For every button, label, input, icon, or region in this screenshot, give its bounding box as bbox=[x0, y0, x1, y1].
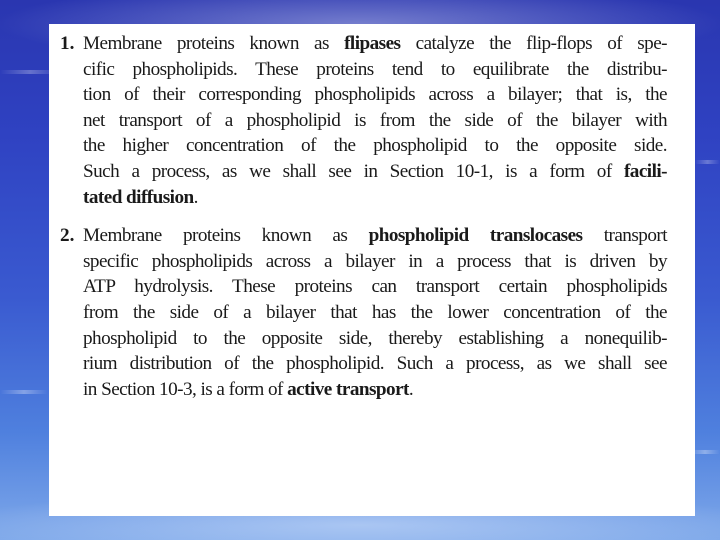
term-facilitated-diffusion-cont: tated diffusion bbox=[83, 186, 194, 208]
text-line: from the side of a bilayer that has the lower concentration of the bbox=[83, 301, 667, 323]
text-line: the higher concentration of the phospholipid to the opposite side. bbox=[83, 135, 667, 157]
term-facilitated-diffusion: facili- bbox=[623, 160, 667, 182]
term-flipases: flipases bbox=[344, 33, 401, 54]
text-line: tion of their corresponding phospholipids across a bilayer; that is, the bbox=[83, 84, 667, 106]
text-line: Membrane proteins known as flipases catalyze the flip-flops of spe- bbox=[83, 33, 667, 54]
text-line: Membrane proteins known as phospholipid translocases transport bbox=[83, 225, 667, 247]
list-item-flipases bbox=[61, 31, 667, 210]
text-line: cific phospholipids. These proteins tend to equilibrate the distribu- bbox=[83, 58, 667, 80]
text-line: phospholipid to the opposite side, thereby establishing a nonequilib- bbox=[83, 327, 667, 349]
text-line: Such a process, as we shall see in Section 10-1, is a form of facili- bbox=[83, 160, 667, 182]
text-line: tated diffusion. bbox=[83, 186, 198, 208]
text-line: in Section 10-3, is a form of active transport. bbox=[83, 378, 414, 400]
term-active-transport: active transport bbox=[287, 378, 409, 400]
item-number: 1. bbox=[60, 33, 75, 54]
text-panel bbox=[49, 24, 695, 516]
text-line: net transport of a phospholipid is from the side of the bilayer with bbox=[83, 109, 667, 131]
text-line: ATP hydrolysis. These proteins can transport certain phospholipids bbox=[83, 276, 667, 298]
background-streak bbox=[0, 390, 48, 394]
text-line: specific phospholipids across a bilayer in a process that is driven by bbox=[83, 250, 667, 272]
term-phospholipid-translocases: phospholipid translocases bbox=[368, 225, 583, 247]
list-item-translocases bbox=[61, 223, 667, 402]
text-line: rium distribution of the phospholipid. Such a process, as we shall see bbox=[83, 353, 667, 375]
background-streak bbox=[695, 160, 720, 164]
item-number: 2. bbox=[60, 225, 75, 247]
